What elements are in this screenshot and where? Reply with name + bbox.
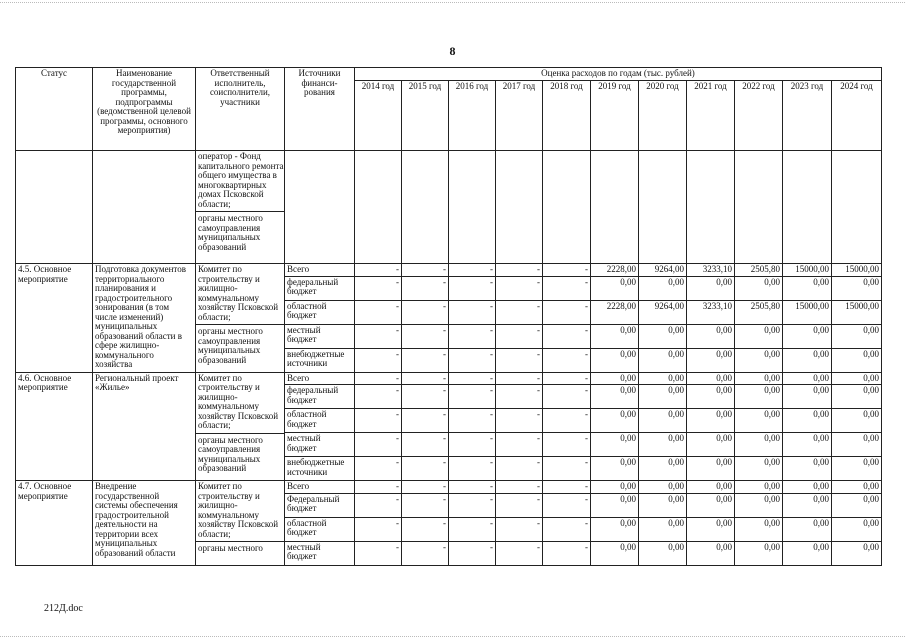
value-cell: 15000,00 (783, 264, 832, 277)
value-cell: 0,00 (591, 372, 639, 385)
value-cell: 0,00 (591, 276, 639, 300)
value-cell: - (402, 433, 449, 457)
value-cell: 0,00 (639, 348, 687, 372)
value-cell: 0,00 (591, 457, 639, 481)
empty-cell (832, 151, 882, 264)
executor-text: Комитет по строительству и жилищно-коммунальному хозяйству Псковской области; (196, 374, 284, 434)
value-cell: 0,00 (783, 517, 832, 541)
status-cell: 4.6. Основное мероприятие (16, 372, 93, 481)
value-cell: 0,00 (735, 276, 783, 300)
value-cell: - (402, 457, 449, 481)
value-cell: 9264,00 (639, 300, 687, 324)
value-cell: 0,00 (735, 385, 783, 409)
executor-cell (196, 151, 285, 264)
value-cell: 0,00 (832, 433, 882, 457)
value-cell: 0,00 (687, 493, 735, 517)
value-cell: - (543, 517, 591, 541)
value-cell: 0,00 (687, 409, 735, 433)
table-row (16, 372, 882, 385)
value-cell: 15000,00 (783, 300, 832, 324)
value-cell: 0,00 (687, 348, 735, 372)
value-cell: - (449, 385, 496, 409)
table-row (16, 264, 882, 277)
value-cell: 0,00 (735, 457, 783, 481)
value-cell: - (496, 348, 543, 372)
source-cell: областной бюджет (285, 517, 355, 541)
value-cell: - (449, 300, 496, 324)
value-cell: 0,00 (735, 481, 783, 494)
value-cell: 0,00 (832, 276, 882, 300)
value-cell: 0,00 (591, 433, 639, 457)
executor-cell (196, 481, 285, 566)
value-cell: 0,00 (591, 324, 639, 348)
executor-text: Комитет по строительству и жилищно-коммунальному хозяйству Псковской области; (196, 482, 284, 542)
value-cell: 2505,80 (735, 300, 783, 324)
value-cell: - (543, 372, 591, 385)
value-cell: - (449, 481, 496, 494)
value-cell: 0,00 (687, 433, 735, 457)
value-cell: - (402, 276, 449, 300)
value-cell: 0,00 (783, 481, 832, 494)
executor-text: органы местного самоуправления муниципальных образований (198, 434, 263, 473)
source-cell: Всего (285, 372, 355, 385)
value-cell: 0,00 (639, 541, 687, 565)
value-cell: - (402, 517, 449, 541)
value-cell: 0,00 (639, 372, 687, 385)
header-source: Источники финанси-рования (285, 68, 355, 151)
value-cell: 0,00 (639, 517, 687, 541)
value-cell: 0,00 (832, 481, 882, 494)
value-cell: 0,00 (783, 493, 832, 517)
status-cell (16, 151, 93, 264)
value-cell: 0,00 (687, 457, 735, 481)
value-cell: 0,00 (832, 457, 882, 481)
status-cell: 4.7. Основное мероприятие (16, 481, 93, 566)
value-cell: 2228,00 (591, 300, 639, 324)
value-cell: 2505,80 (735, 264, 783, 277)
value-cell: - (449, 324, 496, 348)
value-cell: 3233,10 (687, 264, 735, 277)
value-cell: 2228,00 (591, 264, 639, 277)
empty-cell (496, 151, 543, 264)
executor-text: органы местного самоуправления муниципальных образований (198, 213, 263, 252)
header-year: 2017 год (496, 80, 543, 150)
value-cell: - (402, 324, 449, 348)
source-cell: Всего (285, 264, 355, 277)
value-cell: 0,00 (735, 348, 783, 372)
value-cell: 0,00 (783, 276, 832, 300)
value-cell: 0,00 (832, 385, 882, 409)
value-cell: 0,00 (687, 517, 735, 541)
source-cell: местный бюджет (285, 541, 355, 565)
empty-cell (355, 151, 402, 264)
source-cell: Федеральный бюджет (285, 493, 355, 517)
value-cell: - (355, 493, 402, 517)
value-cell: - (449, 541, 496, 565)
value-cell: - (496, 264, 543, 277)
value-cell: 0,00 (783, 372, 832, 385)
value-cell: - (496, 385, 543, 409)
header-year: 2024 год (832, 80, 882, 150)
empty-cell (543, 151, 591, 264)
header-year: 2014 год (355, 80, 402, 150)
value-cell: 0,00 (591, 385, 639, 409)
value-cell: 0,00 (639, 385, 687, 409)
header-year: 2015 год (402, 80, 449, 150)
header-year: 2020 год (639, 80, 687, 150)
value-cell: 0,00 (783, 385, 832, 409)
value-cell: 0,00 (687, 541, 735, 565)
value-cell: - (543, 493, 591, 517)
value-cell: - (402, 264, 449, 277)
value-cell: - (543, 481, 591, 494)
value-cell: - (449, 493, 496, 517)
value-cell: 0,00 (735, 372, 783, 385)
source-cell: федеральный бюджет (285, 385, 355, 409)
header-year: 2023 год (783, 80, 832, 150)
bottom-border (0, 636, 905, 637)
name-cell: Подготовка документов территориального планирования и градостроительного зонирования (в том числе изменений) муниципальных образований области в сфере жилищно-коммунального хозяйства (93, 264, 196, 373)
value-cell: - (496, 276, 543, 300)
top-border (0, 2, 905, 3)
value-cell: 0,00 (591, 348, 639, 372)
value-cell: - (355, 385, 402, 409)
empty-cell (285, 151, 355, 264)
status-cell: 4.5. Основное мероприятие (16, 264, 93, 373)
value-cell: - (543, 457, 591, 481)
value-cell: - (449, 409, 496, 433)
source-cell: внебюджетные источники (285, 457, 355, 481)
value-cell: 0,00 (832, 541, 882, 565)
header-executor: Ответственный исполнитель, соисполнители, участники (196, 68, 285, 151)
value-cell: 0,00 (735, 493, 783, 517)
source-cell: Всего (285, 481, 355, 494)
source-cell: областной бюджет (285, 300, 355, 324)
value-cell: 0,00 (591, 481, 639, 494)
value-cell: - (402, 385, 449, 409)
empty-cell (449, 151, 496, 264)
value-cell: 0,00 (687, 372, 735, 385)
value-cell: - (449, 276, 496, 300)
value-cell: - (449, 372, 496, 385)
value-cell: - (449, 517, 496, 541)
value-cell: 0,00 (639, 433, 687, 457)
empty-cell (783, 151, 832, 264)
table-row (16, 481, 882, 494)
source-cell: федеральный бюджет (285, 276, 355, 300)
executor-text: органы местного самоуправления муниципальных образований (198, 326, 263, 365)
executor-text: Комитет по строительству и жилищно-коммунальному хозяйству Псковской области; (196, 265, 284, 325)
footer-filename: 212Д.doc (44, 603, 83, 614)
value-cell: 0,00 (591, 541, 639, 565)
value-cell: 3233,10 (687, 300, 735, 324)
value-cell: - (402, 409, 449, 433)
value-cell: - (355, 300, 402, 324)
header-name: Наименование государственной программы, подпрограммы (ведомственной целевой программы, основного мероприятия) (93, 68, 196, 151)
source-cell: местный бюджет (285, 324, 355, 348)
value-cell: 0,00 (832, 324, 882, 348)
value-cell: - (543, 300, 591, 324)
value-cell: - (496, 300, 543, 324)
header-year: 2018 год (543, 80, 591, 150)
continuation-row (16, 151, 882, 264)
value-cell: 0,00 (832, 348, 882, 372)
value-cell: 0,00 (735, 409, 783, 433)
value-cell: 0,00 (783, 324, 832, 348)
value-cell: 0,00 (591, 517, 639, 541)
executor-text: органы местного (198, 543, 263, 553)
empty-cell (639, 151, 687, 264)
empty-cell (402, 151, 449, 264)
value-cell: - (449, 457, 496, 481)
name-cell: Внедрение государственной системы обеспечения градостроительной деятельности на территории всех муниципальных образований области (93, 481, 196, 566)
value-cell: - (402, 348, 449, 372)
source-cell: местный бюджет (285, 433, 355, 457)
value-cell: - (496, 541, 543, 565)
header-estimate: Оценка расходов по годам (тыс. рублей) (355, 68, 882, 81)
value-cell: 0,00 (639, 276, 687, 300)
empty-cell (687, 151, 735, 264)
value-cell: - (496, 409, 543, 433)
value-cell: - (355, 264, 402, 277)
value-cell: - (355, 457, 402, 481)
header-year: 2021 год (687, 80, 735, 150)
value-cell: - (355, 372, 402, 385)
value-cell: 0,00 (832, 372, 882, 385)
value-cell: - (543, 324, 591, 348)
value-cell: 0,00 (591, 409, 639, 433)
value-cell: - (402, 493, 449, 517)
value-cell: 0,00 (783, 457, 832, 481)
empty-cell (591, 151, 639, 264)
value-cell: 0,00 (832, 409, 882, 433)
value-cell: 0,00 (832, 493, 882, 517)
value-cell: - (449, 348, 496, 372)
value-cell: - (355, 348, 402, 372)
value-cell: - (355, 541, 402, 565)
value-cell: - (355, 409, 402, 433)
value-cell: 0,00 (687, 276, 735, 300)
value-cell: 0,00 (639, 324, 687, 348)
value-cell: - (355, 324, 402, 348)
header-year: 2022 год (735, 80, 783, 150)
value-cell: 0,00 (735, 433, 783, 457)
value-cell: - (543, 433, 591, 457)
value-cell: 0,00 (783, 348, 832, 372)
value-cell: - (355, 433, 402, 457)
page-number: 8 (449, 44, 456, 58)
value-cell: 0,00 (639, 409, 687, 433)
value-cell: 9264,00 (639, 264, 687, 277)
value-cell: 0,00 (687, 481, 735, 494)
value-cell: - (543, 276, 591, 300)
value-cell: - (402, 300, 449, 324)
value-cell: 0,00 (783, 409, 832, 433)
value-cell: 0,00 (687, 385, 735, 409)
value-cell: - (496, 493, 543, 517)
value-cell: 0,00 (591, 493, 639, 517)
value-cell: 0,00 (639, 493, 687, 517)
value-cell: 0,00 (783, 433, 832, 457)
header-year: 2016 год (449, 80, 496, 150)
value-cell: - (496, 433, 543, 457)
value-cell: - (496, 457, 543, 481)
value-cell: - (543, 264, 591, 277)
value-cell: - (543, 409, 591, 433)
value-cell: - (449, 433, 496, 457)
value-cell: - (402, 541, 449, 565)
value-cell: 15000,00 (832, 264, 882, 277)
name-cell (93, 151, 196, 264)
value-cell: 0,00 (783, 541, 832, 565)
executor-text: оператор - Фонд капитального ремонта общего имущества в многоквартирных домах Псковской области; (196, 152, 284, 212)
value-cell: - (543, 541, 591, 565)
executor-cell (196, 264, 285, 373)
executor-cell (196, 372, 285, 481)
value-cell: - (355, 517, 402, 541)
value-cell: - (402, 481, 449, 494)
value-cell: - (449, 264, 496, 277)
value-cell: - (402, 372, 449, 385)
header-status: Статус (16, 68, 93, 151)
empty-cell (735, 151, 783, 264)
value-cell: - (355, 481, 402, 494)
source-cell: областной бюджет (285, 409, 355, 433)
value-cell: - (543, 385, 591, 409)
name-cell: Региональный проект «Жилье» (93, 372, 196, 481)
header-year: 2019 год (591, 80, 639, 150)
value-cell: 0,00 (735, 541, 783, 565)
expenditure-table (15, 67, 882, 566)
value-cell: 0,00 (639, 481, 687, 494)
value-cell: - (496, 324, 543, 348)
source-cell: внебюджетные источники (285, 348, 355, 372)
value-cell: 0,00 (639, 457, 687, 481)
value-cell: 0,00 (735, 324, 783, 348)
value-cell: 15000,00 (832, 300, 882, 324)
value-cell: - (496, 517, 543, 541)
value-cell: - (496, 481, 543, 494)
value-cell: - (496, 372, 543, 385)
value-cell: - (355, 276, 402, 300)
value-cell: 0,00 (687, 324, 735, 348)
value-cell: - (543, 348, 591, 372)
value-cell: 0,00 (735, 517, 783, 541)
value-cell: 0,00 (832, 517, 882, 541)
